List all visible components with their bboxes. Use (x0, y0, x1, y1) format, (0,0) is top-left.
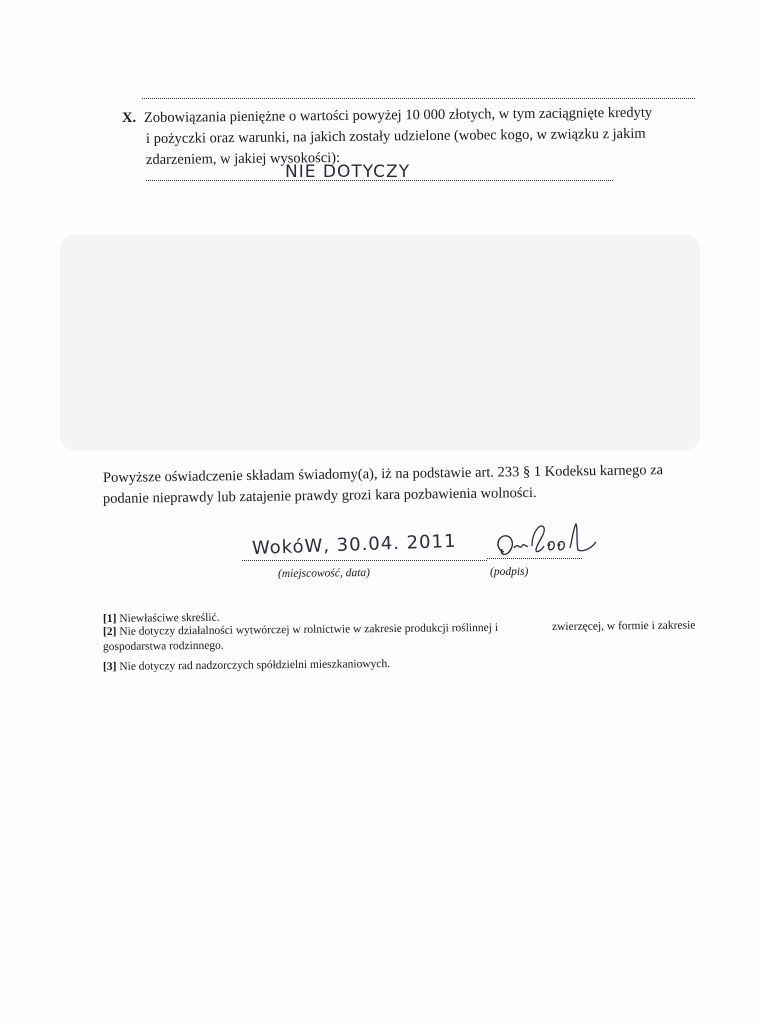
footnote-2-marker: [2] (102, 625, 117, 638)
footnote-3 (103, 657, 390, 675)
declaration-line-1: Powyższe oświadczenie składam świadomy(a), iż na podstawie art. 233 § 1 Kodeksu karnego za (102, 462, 664, 486)
footnote-3-text: Nie dotyczy rad nadzorczych spółdzielni mieszkaniowych. (119, 657, 391, 673)
place-date-label: (miejscowość, data) (277, 567, 371, 580)
section-x-line-3: zdarzeniem, w jakiej wysokości): (145, 149, 341, 168)
footnote-1-marker: [1] (102, 612, 117, 625)
footnote-3-marker: [3] (102, 660, 117, 673)
section-x-number: X. (122, 110, 137, 126)
footnote-2 (103, 621, 498, 640)
handwritten-answer: NIE DOTYCZY (285, 162, 411, 182)
footnote-1-text: Niewłaściwe skreślić. (119, 611, 220, 625)
handwritten-signature (492, 516, 602, 566)
handwritten-place-date: WokóW, 30.04. 2011 (251, 530, 457, 559)
place-date-dotted-line (242, 560, 487, 561)
signature-label: (podpis) (490, 566, 529, 578)
section-x-line-2: i pożyczki oraz warunki, na jakich zostały udzielone (wobec kogo, w związku z jakim (145, 125, 646, 147)
footnote-2-continuation: zwierzęcej, w formie i zakresie (551, 619, 696, 633)
footnote-2-text-a: Nie dotyczy działalności wytwórczej w rolnictwie w zakresie produkcji roślinnej i (119, 621, 499, 638)
footnote-2-line-2: gospodarstwa rodzinnego. (102, 639, 224, 653)
blank-scanned-area (60, 235, 700, 450)
section-x-line-1: Zobowiązania pieniężne o wartości powyżej 10 000 złotych, w tym zaciągnięte kredyty (143, 104, 653, 126)
top-dotted-line (142, 98, 695, 99)
declaration-line-2: podanie nieprawdy lub zatajenie prawdy grozi kara pozbawienia wolności. (102, 484, 537, 507)
